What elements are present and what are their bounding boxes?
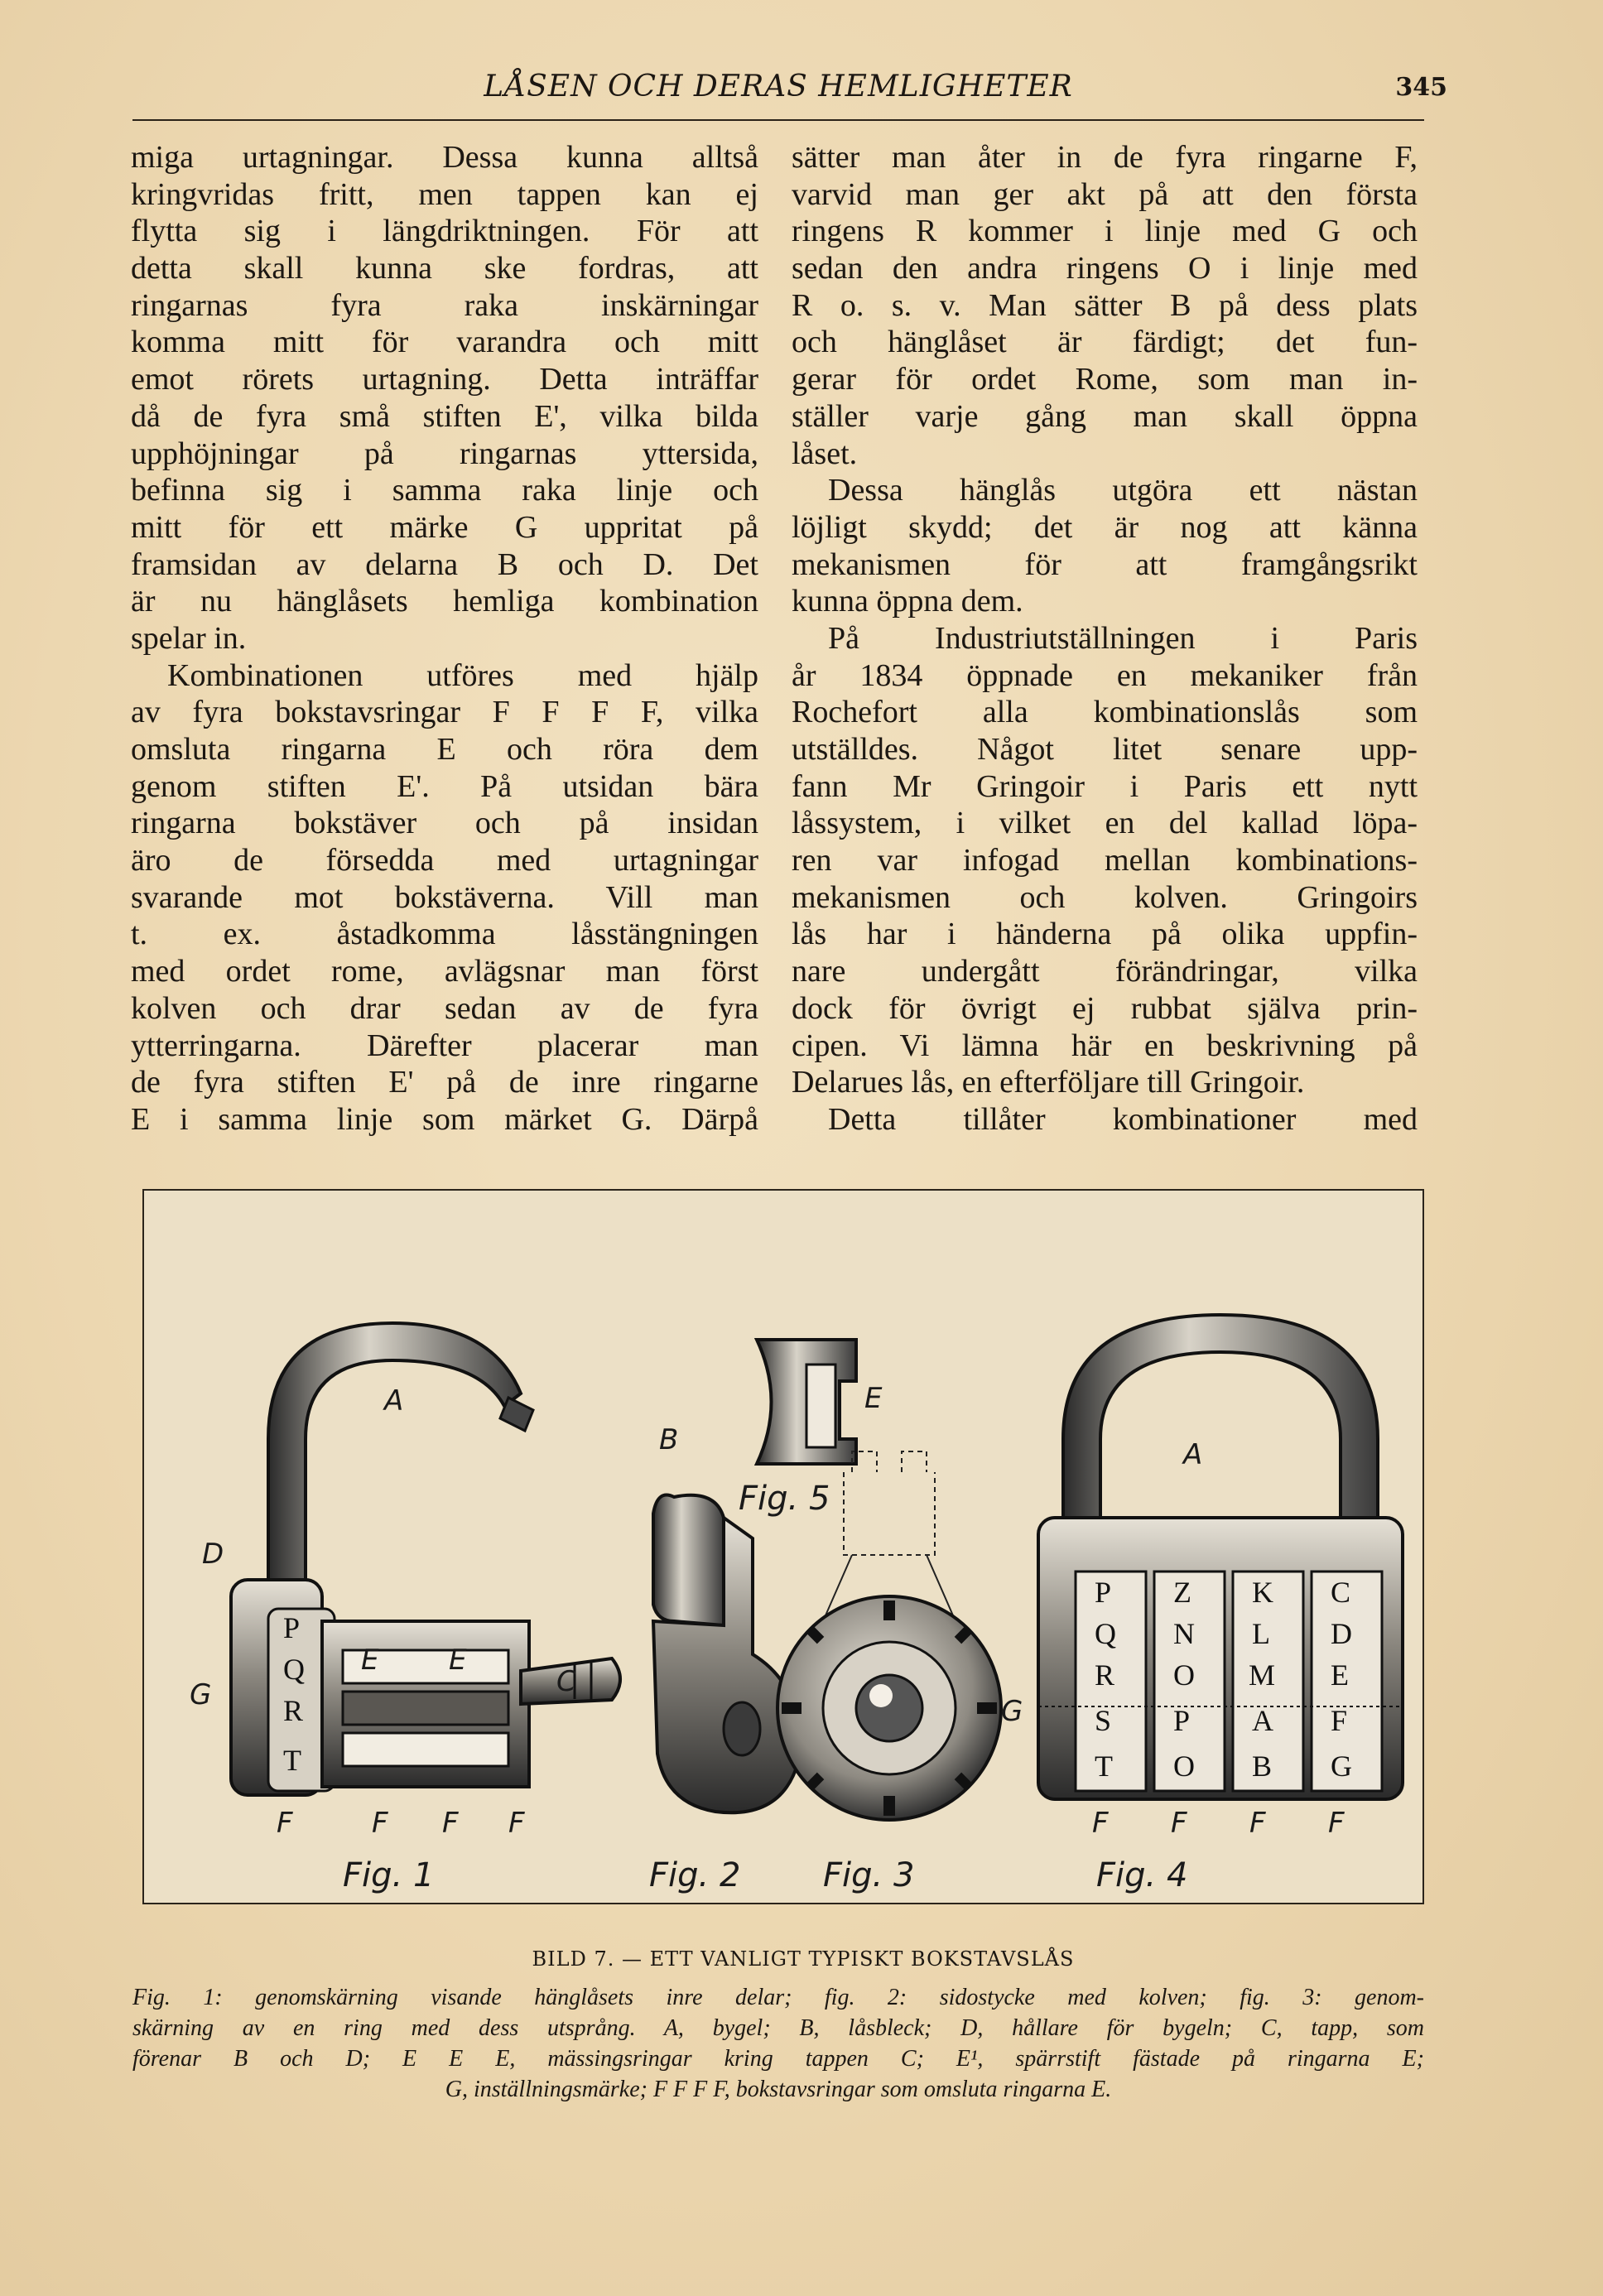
text-line: komma mitt för varandra och mitt	[131, 325, 758, 360]
text-line: kolven och drar sedan av de fyra	[131, 990, 758, 1026]
text-line: Kombinationen utföres med hjälp	[167, 657, 758, 693]
fig4-ring2-letter: O	[1173, 1658, 1195, 1692]
fig1-ring-letter: T	[283, 1744, 301, 1777]
part-label-g: G	[1001, 1695, 1023, 1728]
text-line: Delarues lås, en efterföljare till Gringoir.	[792, 1065, 1305, 1100]
text-line: låssystem, i vilket en del kallad löpa-	[792, 806, 1418, 841]
part-label-a: A	[1183, 1438, 1203, 1471]
fig4-ring4-letter: G	[1331, 1750, 1352, 1783]
text-line: med ordet rome, avlägsnar man först	[131, 954, 758, 989]
caption-line: skärning av en ring med dess utsprång. A, bygel; B, låsbleck; D, hållare för bygeln; C, tapp, som	[132, 2015, 1424, 2041]
text-line: lås har i händerna på olika uppfin-	[792, 917, 1418, 952]
header-rule	[132, 119, 1424, 121]
fig4-ring4-letter: C	[1331, 1576, 1351, 1609]
text-line: varvid man ger akt på att den första	[792, 176, 1418, 212]
part-label-b: B	[659, 1423, 679, 1456]
fig4-ring3-letter: M	[1249, 1658, 1276, 1692]
fig4-ring1-letter: R	[1095, 1658, 1115, 1692]
text-line: sätter man åter in de fyra ringarne F,	[792, 140, 1418, 175]
fig4-ring3-letter: A	[1252, 1704, 1273, 1737]
text-line: miga urtagningar. Dessa kunna alltså	[131, 140, 758, 175]
part-label-f: F	[442, 1807, 459, 1840]
text-line: mekanismen och kolven. Gringoirs	[792, 879, 1418, 915]
part-label-f: F	[372, 1807, 388, 1840]
text-line: ställer varje gång man skall öppna	[792, 398, 1418, 434]
part-label-f: F	[1092, 1807, 1109, 1840]
caption-line: Fig. 1: genomskärning visande hänglåsets inre delar; fig. 2: sidostycke med kolven; fig. 3: genom-	[132, 1985, 1424, 2010]
fig4-ring1-letter: Q	[1095, 1617, 1116, 1650]
text-line: kunna öppna dem.	[792, 584, 1023, 619]
fig4-ring1-letter: P	[1095, 1576, 1112, 1609]
text-line: låset.	[792, 436, 858, 471]
caption-line: förenar B och D; E E E, mässingsringar kring tappen C; E¹, spärrstift fästade på ringarna E;	[132, 2046, 1424, 2072]
part-label-g: G	[190, 1678, 212, 1711]
part-label-e: E	[864, 1382, 883, 1415]
text-line: löjligt skydd; det är nog att känna	[792, 509, 1418, 545]
fig-label-2: Fig. 2	[649, 1856, 741, 1894]
running-header-title: LÅSEN OCH DERAS HEMLIGHETER	[484, 70, 1073, 103]
text-line: omsluta ringarna E och röra dem	[131, 732, 758, 767]
text-line: ringens R kommer i linje med G och	[792, 214, 1418, 249]
text-line: ytterringarna. Därefter placerar man	[131, 1028, 758, 1063]
fig4-ring3-letter: L	[1252, 1617, 1270, 1650]
caption-line: G, inställningsmärke; F F F F, bokstavsringar som omsluta ringarna E.	[445, 2077, 1112, 2102]
fig4-ring3-letter: B	[1252, 1750, 1273, 1783]
fig4-ring3-letter: K	[1252, 1576, 1273, 1609]
fig-label-4: Fig. 4	[1096, 1856, 1188, 1894]
text-line: cipen. Vi lämna här en beskrivning på	[792, 1028, 1418, 1063]
text-line: Detta tillåter kombinationer med	[828, 1101, 1418, 1137]
text-line: detta skall kunna ske fordras, att	[131, 251, 758, 286]
part-label-f: F	[1249, 1807, 1266, 1840]
fig-label-1: Fig. 1	[343, 1856, 435, 1894]
text-line: fann Mr Gringoir i Paris ett nytt	[792, 768, 1418, 804]
text-line: E i samma linje som märket G. Därpå	[131, 1101, 758, 1137]
text-line: emot rörets urtagning. Detta inträffar	[131, 362, 758, 397]
fig1-ring-letter: P	[283, 1611, 301, 1644]
right-text-column	[792, 139, 1418, 1138]
text-line: spelar in.	[131, 620, 247, 656]
text-line: upphöjningar på ringarnas yttersida,	[131, 436, 758, 471]
part-label-f: F	[508, 1807, 525, 1840]
part-label-a: A	[384, 1384, 404, 1418]
fig4-padlock-assembled	[1001, 1315, 1403, 1894]
text-line: befinna sig i samma raka linje och	[131, 473, 758, 508]
fig4-ring2-letter: P	[1173, 1704, 1191, 1737]
text-line: mitt för ett märke G uppritat på	[131, 509, 758, 545]
part-label-e: E	[449, 1644, 467, 1677]
fig-label-5: Fig. 5	[739, 1480, 830, 1518]
text-line: äro de försedda med urtagningar	[131, 843, 758, 878]
text-line: av fyra bokstavsringar F F F F, vilka	[131, 695, 758, 730]
text-line: mekanismen för att framgångsrikt	[792, 546, 1418, 582]
fig3-ring-disc	[777, 1596, 1001, 1894]
left-text-column	[131, 139, 758, 1138]
text-line: sedan den andra ringens O i linje med	[792, 251, 1418, 286]
text-line: genom stiften E'. På utsidan bära	[131, 768, 758, 804]
text-line: kringvridas fritt, men tappen kan ej	[131, 176, 758, 212]
part-label-f: F	[1171, 1807, 1187, 1840]
text-line: då de fyra små stiften E', vilka bilda	[131, 398, 758, 434]
text-line: gerar för ordet Rome, som man in-	[792, 362, 1418, 397]
fig1-padlock-cutaway	[190, 1323, 620, 1894]
text-line: flytta sig i längdriktningen. För att	[131, 214, 758, 249]
figure-illustration	[142, 1189, 1424, 1904]
fig1-ring-letter: R	[283, 1694, 304, 1727]
fig4-ring4-letter: E	[1331, 1658, 1349, 1692]
text-line: och hänglåset är färdigt; det fun-	[792, 325, 1418, 360]
text-line: Dessa hänglås utgöra ett nästan	[828, 473, 1418, 508]
text-line: år 1834 öppnade en mekaniker från	[792, 657, 1418, 693]
text-line: Rochefort alla kombinationslås som	[792, 695, 1418, 730]
fig4-ring2-letter: N	[1173, 1617, 1195, 1650]
fig-label-3: Fig. 3	[823, 1856, 915, 1894]
part-label-d: D	[202, 1538, 224, 1571]
fig4-ring2-letter: O	[1173, 1750, 1195, 1783]
fig4-ring4-letter: F	[1331, 1704, 1348, 1737]
part-label-e: E	[361, 1644, 379, 1677]
fig1-ring-letter: Q	[283, 1653, 305, 1686]
text-line: är nu hänglåsets hemliga kombination	[131, 584, 758, 619]
text-line: svarande mot bokstäverna. Vill man	[131, 879, 758, 915]
text-line: ringarnas fyra raka inskärningar	[131, 287, 758, 323]
fig4-ring4-letter: D	[1331, 1617, 1352, 1650]
text-line: På Industriutställningen i Paris	[828, 620, 1418, 656]
page-number: 345	[1395, 73, 1447, 102]
text-line: nare undergått förändringar, vilka	[792, 954, 1418, 989]
fig4-ring2-letter: Z	[1173, 1576, 1191, 1609]
fig4-ring1-letter: T	[1095, 1750, 1113, 1783]
figure-caption-body	[132, 1982, 1424, 2105]
part-label-c: C	[556, 1665, 576, 1698]
text-line: ren var infogad mellan kombinations-	[792, 843, 1418, 878]
text-line: de fyra stiften E' på de inre ringarne	[131, 1065, 758, 1100]
fig4-ring1-letter: S	[1095, 1704, 1112, 1737]
text-line: dock för övrigt ej rubbat själva prin-	[792, 990, 1418, 1026]
text-line: utställdes. Något litet senare upp-	[792, 732, 1418, 767]
text-line: framsidan av delarna B och D. Det	[131, 546, 758, 582]
text-line: R o. s. v. Man sätter B på dess plats	[792, 287, 1418, 323]
fig5-inner-ring	[739, 1340, 956, 1621]
part-label-f: F	[1328, 1807, 1345, 1840]
part-label-f: F	[277, 1807, 293, 1840]
text-line: ringarna bokstäver och på insidan	[131, 806, 758, 841]
figure-caption-title: BILD 7. — ETT VANLIGT TYPISKT BOKSTAVSLÅS	[532, 1947, 1075, 1971]
text-line: t. ex. åstadkomma låsstängningen	[131, 917, 758, 952]
